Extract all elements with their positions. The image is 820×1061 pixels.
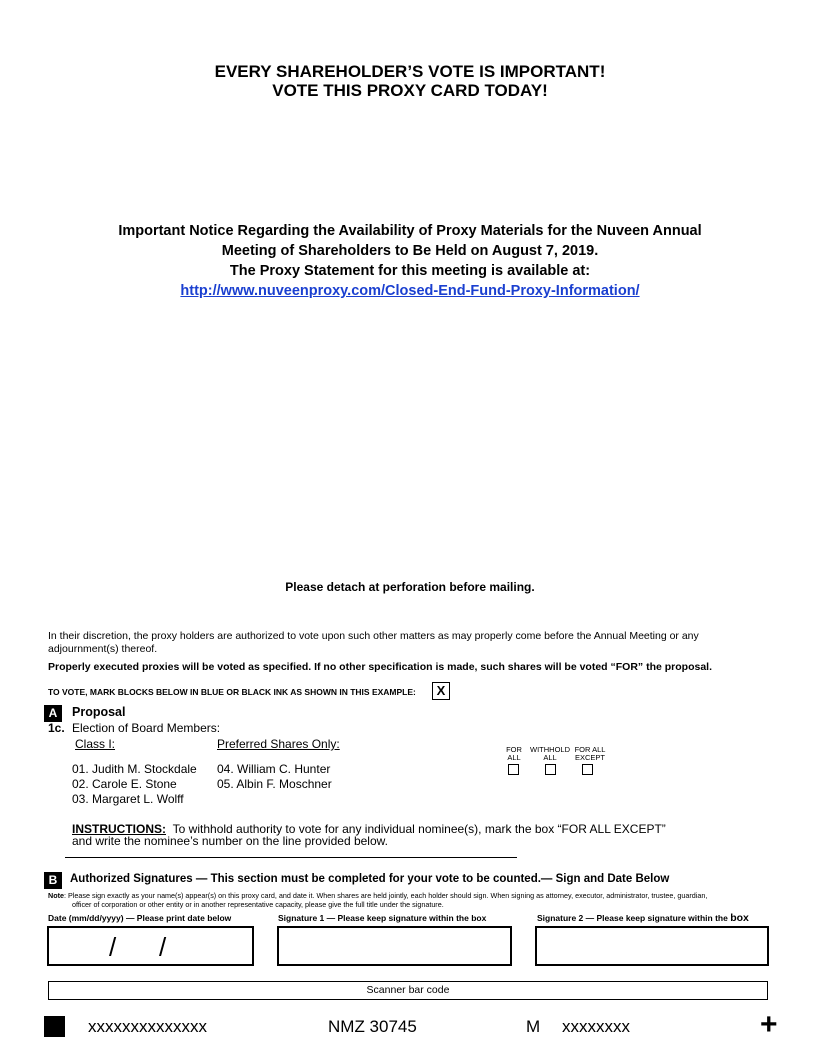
withhold-all-checkbox[interactable] [545,764,556,775]
proposal-text: Election of Board Members: [72,721,221,735]
detach-instruction: Please detach at perforation before mailing. [285,580,535,594]
nominee-write-in-line[interactable] [65,857,517,858]
preferred-shares-label: Preferred Shares Only: [217,737,340,751]
instructions-line-1: INSTRUCTIONS: To withhold authority to vote for any individual nominee(s), mark the box “FOR ALL EXCEPT” [72,822,666,836]
nominee-03: 03. Margaret L. Wolff [72,792,184,806]
notice-line-1: Important Notice Regarding the Availability of Proxy Materials for the Nuveen Annual [118,223,702,239]
discretion-line-1: In their discretion, the proxy holders are authorized to vote upon such other matters as may properly come before the Annual Meeting or any [48,630,699,642]
date-slash-2: / [159,932,167,962]
nominee-02: 02. Carole E. Stone [72,777,177,791]
instructions-line-2: and write the nominee’s number on the line provided below. [72,834,388,848]
for-all-label: FOR ALL [506,745,522,762]
scanner-bar-code-box: Scanner bar code [48,981,768,1000]
signature-2-box[interactable] [535,926,769,966]
date-slash-1: / [109,932,117,962]
executed-proxies-note: Properly executed proxies will be voted as specified. If no other specification is made, such shares will be voted “FOR” the proposal. [48,661,713,673]
nominee-04: 04. William C. Hunter [217,762,331,776]
signature-1-label: Signature 1 — Please keep signature within the box [278,913,487,923]
for-all-except-label: FOR ALL EXCEPT [574,745,606,762]
notice-line-3: The Proxy Statement for this meeting is available at: [229,263,591,279]
signature-note-line-2: officer of corporation or other entity or in another representative capacity, please give the full title under the signature. [72,900,444,909]
footer-code-1: xxxxxxxxxxxxxx [88,1017,207,1036]
proxy-url-row [0,281,820,301]
withhold-all-label: WITHHOLD ALL [530,745,570,762]
section-b-title: Authorized Signatures — This section must be completed for your vote to be counted.— Sign and Date Below [70,873,670,885]
section-b-badge: B [44,871,62,889]
nominee-01: 01. Judith M. Stockdale [72,762,197,776]
header-line-1: EVERY SHAREHOLDER’S VOTE IS IMPORTANT! [214,62,606,81]
signature-1-box[interactable] [277,926,512,966]
notice-line-2: Meeting of Shareholders to Be Held on August 7, 2019. [221,243,599,259]
class-i-label: Class I: [75,737,116,751]
footer-code-4: xxxxxxxx [562,1017,630,1036]
to-vote-instruction: TO VOTE, MARK BLOCKS BELOW IN BLUE OR BLACK INK AS SHOWN IN THIS EXAMPLE: [48,687,416,697]
proxy-url-link[interactable]: http://www.nuveenproxy.com/Closed-End-Fund-Proxy-Information/ [180,283,640,299]
example-mark-box: X [432,682,450,700]
for-all-checkbox[interactable] [508,764,519,775]
proposal-number: 1c. [48,721,65,735]
section-a-badge: A [44,704,62,722]
footer-code-3: M [526,1017,541,1036]
signature-2-label: Signature 2 — Please keep signature within the box [537,912,749,924]
header-line-2: VOTE THIS PROXY CARD TODAY! [272,81,548,100]
discretion-line-2: adjournment(s) thereof. [48,643,158,655]
date-label: Date (mm/dd/yyyy) — Please print date below [48,913,232,923]
registration-mark-square [44,1016,65,1037]
section-a-title: Proposal [72,705,126,719]
for-all-except-checkbox[interactable] [582,764,593,775]
nominee-05: 05. Albin F. Moschner [217,777,332,791]
date-input-box[interactable] [47,926,254,966]
registration-plus-mark: + [760,1008,778,1041]
footer-code-2: NMZ 30745 [328,1017,417,1036]
signature-note-line-1: Note: Please sign exactly as your name(s) appear(s) on this proxy card, and date it. When shares are held jointly, each holder should sign. When signing as attorney, executor, administrator, trustee, guardian, [48,891,708,900]
